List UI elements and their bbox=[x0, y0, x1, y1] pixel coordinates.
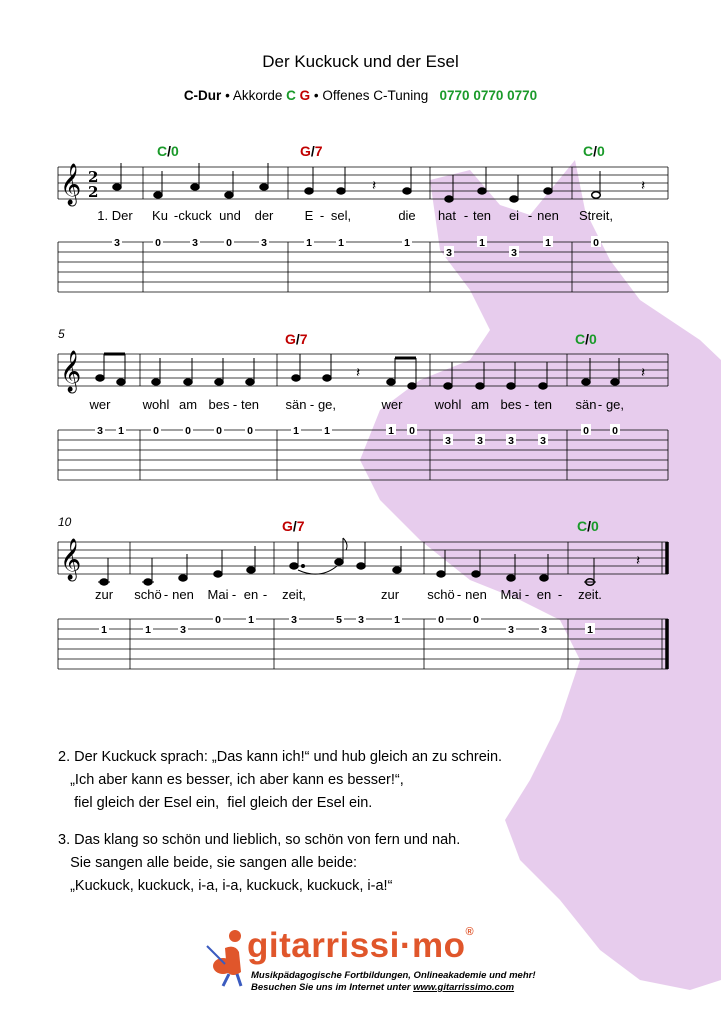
treble-clef-icon: 𝄞 bbox=[60, 164, 82, 205]
svg-text:G/7 bbox=[285, 331, 308, 347]
chord-fret: 0 bbox=[591, 518, 599, 534]
lyric-syllable: nen bbox=[537, 208, 559, 223]
lyric-syllable: - bbox=[524, 397, 530, 412]
chord-name: C bbox=[575, 331, 586, 347]
lyric-syllable: Mai bbox=[207, 587, 229, 602]
tab-fret-number: 3 bbox=[261, 237, 267, 249]
lyric-syllable: en bbox=[243, 587, 259, 602]
lyric-syllable: E bbox=[304, 208, 314, 223]
rest-icon: 𝄽 bbox=[641, 364, 646, 380]
lyric-syllable: ei bbox=[508, 208, 520, 223]
lyric-syllable: wohl bbox=[142, 397, 170, 412]
tab-fret-number: 3 bbox=[511, 247, 517, 259]
chord-slash: / bbox=[587, 518, 592, 534]
verse-3 bbox=[58, 829, 502, 898]
logo-wordmark: gitarrissi·mo® bbox=[247, 926, 475, 965]
measure-number: 10 bbox=[58, 515, 72, 529]
verse-line: 3. Das klang so schön und lieblich, so schön von fern und nah. bbox=[58, 832, 461, 848]
tab-fret-number: 5 bbox=[336, 614, 342, 626]
lyric-syllable: schö bbox=[134, 587, 162, 602]
logo-website-line: Besuchen Sie uns im Internet unter www.gitarrissimo.com bbox=[251, 982, 515, 993]
lyric-syllable: - bbox=[173, 208, 179, 223]
chord-fret: 7 bbox=[296, 518, 305, 534]
chord-fret: 7 bbox=[299, 331, 308, 347]
verse-2 bbox=[58, 746, 502, 815]
tab-fret-number: 3 bbox=[477, 435, 483, 447]
lyric-syllable: ckuck bbox=[178, 208, 212, 223]
chord-slash: / bbox=[585, 331, 590, 347]
lyric-syllable: ten bbox=[472, 208, 492, 223]
verse-line: fiel gleich der Esel ein, fiel gleich der Esel ein. bbox=[58, 795, 373, 811]
tab-fret-number: 1 bbox=[587, 624, 593, 636]
chord-labels bbox=[157, 143, 605, 159]
tab-fret-number: 0 bbox=[216, 425, 222, 437]
tab-fret-number: 0 bbox=[593, 237, 599, 249]
verse-line: „Ich aber kann es besser, ich aber kann es besser!“, bbox=[58, 772, 404, 788]
lyric-syllable: nen bbox=[465, 587, 487, 602]
lyric-syllable: nen bbox=[172, 587, 194, 602]
lyric-syllable: - bbox=[232, 397, 238, 412]
svg-text:C/0 bbox=[583, 143, 605, 159]
chord-slash: / bbox=[310, 143, 315, 159]
tab-fret-number: 3 bbox=[192, 237, 198, 249]
svg-text:C/0 bbox=[157, 143, 179, 159]
tab-fret-number: 0 bbox=[153, 425, 159, 437]
lyric-syllable: ge, bbox=[605, 397, 625, 412]
song-title: Der Kuckuck und der Esel bbox=[262, 52, 459, 71]
tab-fret-number: 1 bbox=[306, 237, 312, 249]
chord-slash: / bbox=[292, 518, 297, 534]
verse-line: Sie sangen alle beide, sie sangen alle beide: bbox=[58, 855, 358, 871]
tab-line bbox=[99, 613, 595, 636]
chord-c-label: C bbox=[286, 88, 296, 103]
lyrics-line bbox=[95, 587, 602, 602]
chord-name: G bbox=[282, 518, 293, 534]
tab-fret-number: 3 bbox=[180, 624, 186, 636]
separator: • bbox=[313, 88, 319, 103]
svg-text:C/0 bbox=[577, 518, 599, 534]
lyric-syllable: sän bbox=[285, 397, 307, 412]
lyric-syllable: - bbox=[597, 397, 603, 412]
lyric-syllable: en bbox=[536, 587, 552, 602]
lyric-syllable: wohl bbox=[434, 397, 462, 412]
lyric-syllable: Ku bbox=[152, 208, 168, 223]
tab-fret-number: 3 bbox=[291, 614, 297, 626]
tab-fret-number: 1 bbox=[394, 614, 400, 626]
lyric-syllable: bes bbox=[208, 397, 230, 412]
tab-fret-number: 1 bbox=[324, 425, 330, 437]
tab-fret-number: 1 bbox=[248, 614, 254, 626]
tuning-value: 0770 bbox=[507, 88, 538, 103]
tab-fret-number: 0 bbox=[185, 425, 191, 437]
treble-clef-icon: 𝄞 bbox=[60, 539, 82, 580]
lyric-syllable: die bbox=[398, 208, 416, 223]
tuning-label: Offenes C-Tuning bbox=[322, 88, 429, 103]
tab-fret-number: 1 bbox=[101, 624, 107, 636]
svg-text:G/7 bbox=[282, 518, 305, 534]
lyric-syllable: zur bbox=[94, 587, 114, 602]
tab-fret-number: 1 bbox=[404, 237, 410, 249]
tab-fret-number: 1 bbox=[545, 237, 551, 249]
lyric-syllable: - bbox=[319, 208, 325, 223]
tab-fret-number: 3 bbox=[540, 435, 546, 447]
lyric-syllable: sän bbox=[575, 397, 597, 412]
guitarist-logo-icon bbox=[205, 928, 249, 988]
tab-fret-number: 3 bbox=[446, 247, 452, 259]
lyric-syllable: sel, bbox=[330, 208, 352, 223]
lyric-syllable: der bbox=[254, 208, 274, 223]
tab-fret-number: 1 bbox=[118, 425, 124, 437]
gitarrissimo-logo bbox=[205, 926, 535, 996]
lyric-syllable: hat bbox=[437, 208, 457, 223]
lyric-syllable: zur bbox=[380, 587, 400, 602]
chord-g-label: G bbox=[299, 88, 311, 103]
chord-name: C bbox=[157, 143, 168, 159]
measure-number: 5 bbox=[58, 327, 65, 341]
chord-name: G bbox=[285, 331, 296, 347]
tab-fret-number: 1 bbox=[145, 624, 151, 636]
tab-fret-number: 0 bbox=[583, 425, 589, 437]
tuning-value: 0770 bbox=[473, 88, 504, 103]
lyric-syllable: zeit, bbox=[282, 587, 306, 602]
rest-icon: 𝄽 bbox=[372, 177, 377, 193]
chord-slash: / bbox=[295, 331, 300, 347]
chord-name: C bbox=[583, 143, 594, 159]
chord-fret: 7 bbox=[314, 143, 323, 159]
chord-name: C bbox=[577, 518, 588, 534]
svg-text:G/7 bbox=[300, 143, 323, 159]
tuning-value: 0770 bbox=[439, 88, 470, 103]
tab-fret-number: 1 bbox=[293, 425, 299, 437]
lyric-syllable: - bbox=[527, 208, 533, 223]
lyrics-line bbox=[89, 397, 625, 412]
lyric-syllable: wer bbox=[89, 397, 111, 412]
chords-label: Akkorde bbox=[232, 88, 283, 103]
lyric-syllable: bes bbox=[500, 397, 522, 412]
logo-tagline: Musikpädagogische Fortbildungen, Onlineakademie und mehr! bbox=[251, 970, 536, 981]
lyric-syllable: 1. Der bbox=[97, 208, 133, 223]
lyric-syllable: zeit. bbox=[578, 587, 602, 602]
lyric-syllable: - bbox=[231, 587, 237, 602]
verse-line: 2. Der Kuckuck sprach: „Das kann ich!“ und hub gleich an zu schrein. bbox=[58, 749, 503, 765]
time-signature-top: 2 bbox=[88, 168, 99, 186]
lyric-syllable: am bbox=[470, 397, 490, 412]
lyric-syllable: - bbox=[456, 587, 462, 602]
chord-slash: / bbox=[593, 143, 598, 159]
rest-icon: 𝄽 bbox=[641, 177, 646, 193]
lyric-syllable: ten bbox=[240, 397, 260, 412]
tab-fret-number: 3 bbox=[508, 624, 514, 636]
chord-slash: / bbox=[167, 143, 172, 159]
chord-fret: 0 bbox=[597, 143, 605, 159]
lyric-syllable: - bbox=[463, 208, 469, 223]
lyric-syllable: - bbox=[309, 397, 315, 412]
verse-line: „Kuckuck, kuckuck, i-a, i-a, kuckuck, kuckuck, i-a!“ bbox=[58, 878, 393, 894]
lyric-syllable: ten bbox=[533, 397, 553, 412]
lyric-syllable: - bbox=[524, 587, 530, 602]
time-signature-bottom: 2 bbox=[88, 183, 99, 201]
chord-name: G bbox=[300, 143, 311, 159]
lyric-syllable: - bbox=[557, 587, 563, 602]
website-link[interactable]: www.gitarrissimo.com bbox=[413, 982, 515, 993]
lyric-syllable: schö bbox=[427, 587, 455, 602]
lyric-syllable: am bbox=[178, 397, 198, 412]
tab-fret-number: 3 bbox=[508, 435, 514, 447]
lyric-syllable: Streit, bbox=[579, 208, 613, 223]
key-label: C-Dur bbox=[183, 88, 222, 103]
verses bbox=[58, 746, 502, 898]
tab-fret-number: 0 bbox=[409, 425, 415, 437]
tab-fret-number: 1 bbox=[479, 237, 485, 249]
chord-fret: 0 bbox=[171, 143, 179, 159]
chord-fret: 0 bbox=[589, 331, 597, 347]
lyric-syllable: und bbox=[219, 208, 241, 223]
lyric-syllable: Mai bbox=[500, 587, 522, 602]
lyric-syllable: wer bbox=[381, 397, 403, 412]
tab-fret-number: 3 bbox=[97, 425, 103, 437]
treble-clef-icon: 𝄞 bbox=[60, 351, 82, 392]
svg-text:C/0 bbox=[575, 331, 597, 347]
tab-fret-number: 3 bbox=[358, 614, 364, 626]
rest-icon: 𝄽 bbox=[356, 364, 361, 380]
lyric-syllable: - bbox=[262, 587, 268, 602]
tab-fret-number: 0 bbox=[247, 425, 253, 437]
tab-fret-number: 0 bbox=[215, 614, 221, 626]
lyric-syllable: - bbox=[163, 587, 169, 602]
tab-fret-number: 0 bbox=[612, 425, 618, 437]
tab-fret-number: 1 bbox=[388, 425, 394, 437]
tab-fret-number: 0 bbox=[473, 614, 479, 626]
tab-fret-number: 0 bbox=[155, 237, 161, 249]
separator: • bbox=[225, 88, 230, 103]
tab-fret-number: 0 bbox=[438, 614, 444, 626]
tab-fret-number: 3 bbox=[114, 237, 120, 249]
tab-fret-number: 1 bbox=[338, 237, 344, 249]
lyric-syllable: ge, bbox=[317, 397, 337, 412]
tab-fret-number: 0 bbox=[226, 237, 232, 249]
tab-fret-number: 3 bbox=[541, 624, 547, 636]
rest-icon: 𝄽 bbox=[636, 552, 641, 568]
tab-fret-number: 3 bbox=[445, 435, 451, 447]
